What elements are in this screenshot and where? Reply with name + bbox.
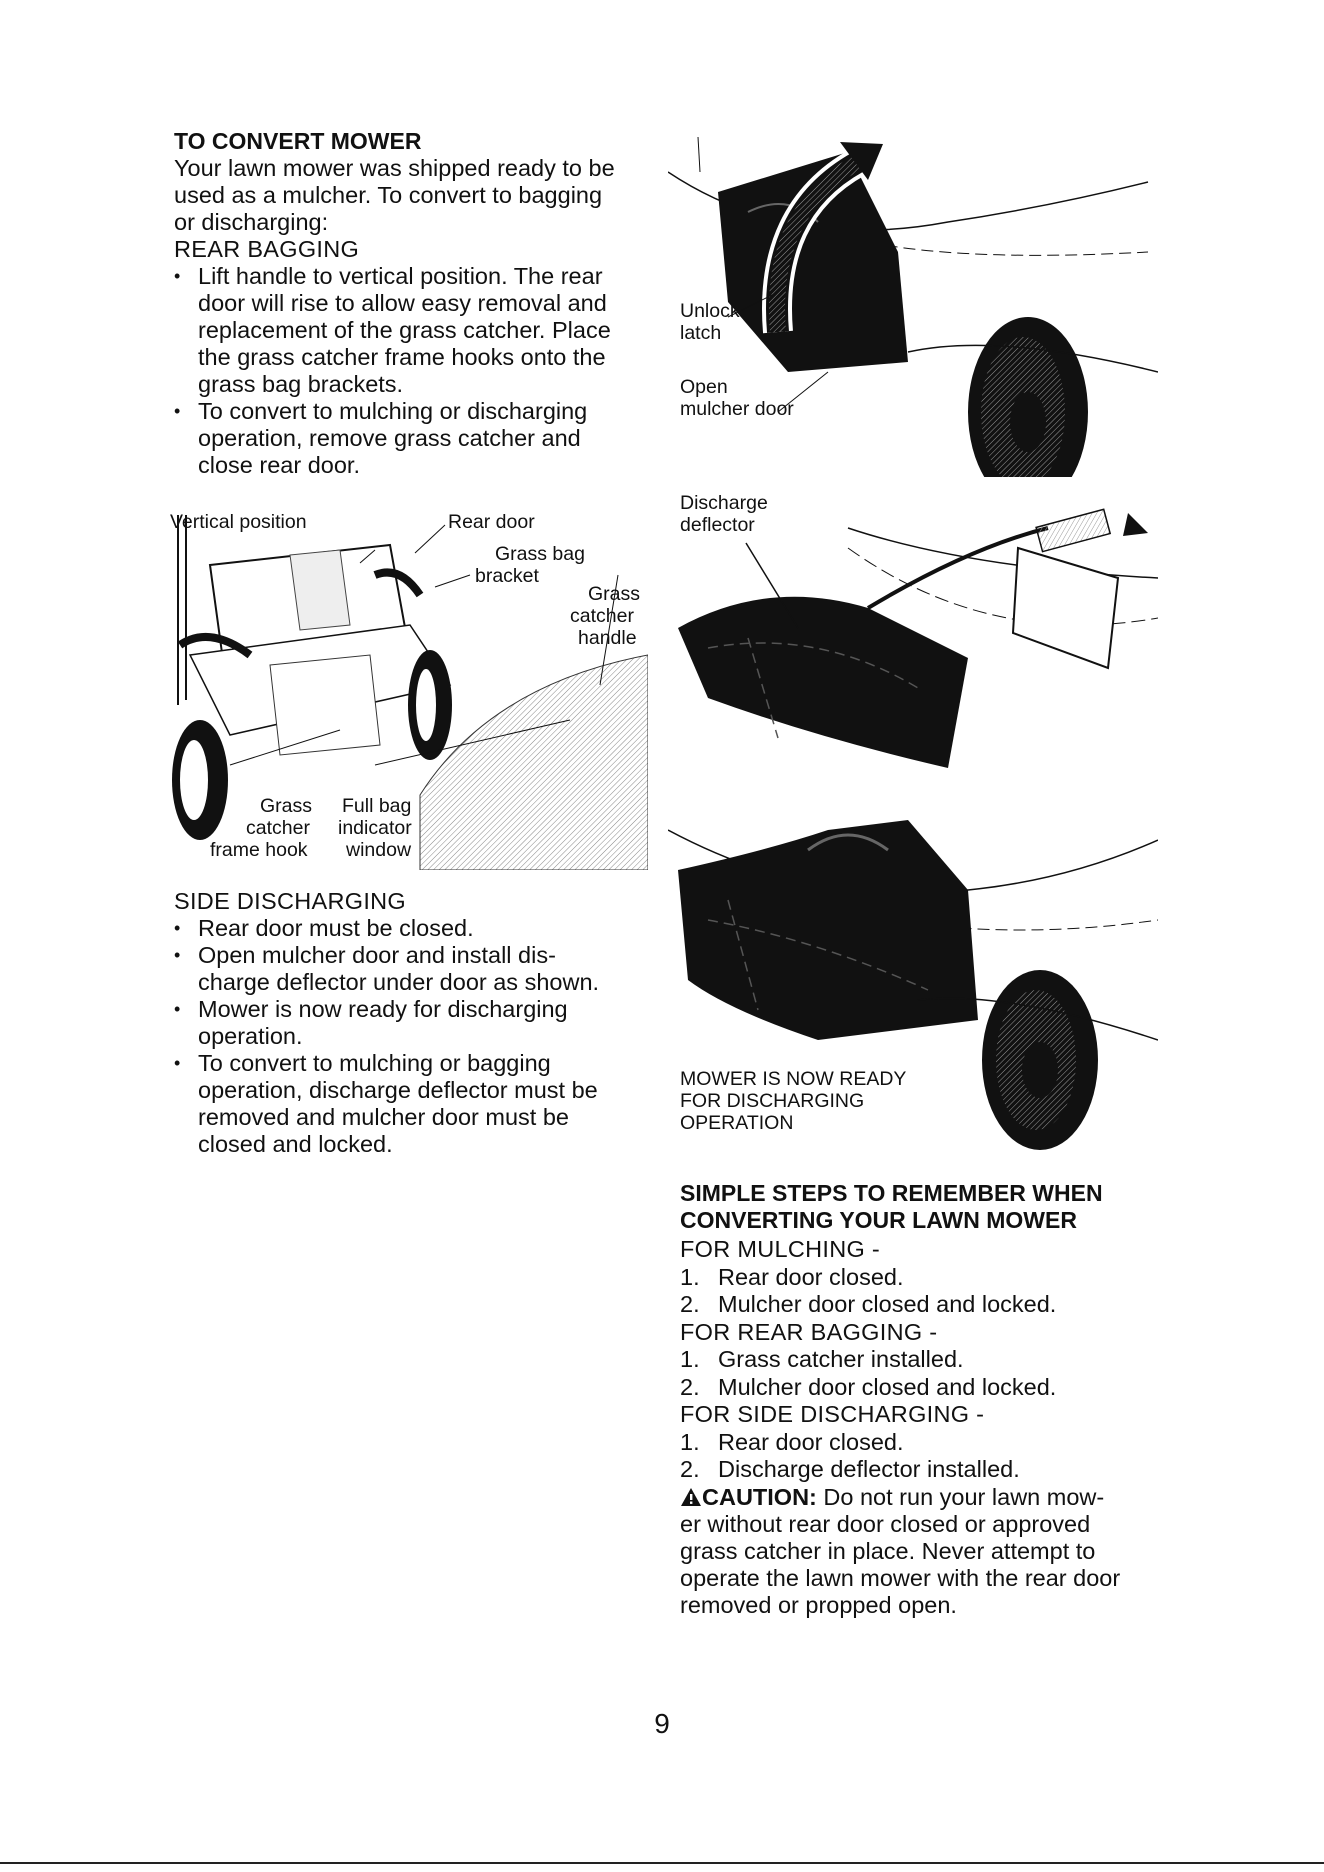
rear-bagging-steps-heading: FOR REAR BAGGING - <box>680 1318 938 1345</box>
bullet-line: • Open mulcher door and install dis- <box>198 942 556 968</box>
bullet-line: replacement of the grass catcher. Place <box>198 317 611 343</box>
label-discharge-deflector: Discharge <box>680 492 768 514</box>
step-number: 2. <box>680 1291 700 1317</box>
label-grass-catcher-handle: handle <box>578 627 637 649</box>
intro-line: Your lawn mower was shipped ready to be <box>174 155 615 181</box>
label-rear-door: Rear door <box>448 511 535 533</box>
caution-label: CAUTION: <box>702 1483 817 1510</box>
simple-steps-section <box>680 1180 1160 1619</box>
side-discharging-steps-heading: FOR SIDE DISCHARGING - <box>680 1401 985 1427</box>
bullet-line: charge deflector under door as shown. <box>198 969 600 995</box>
bullet-line: • Rear door must be closed. <box>198 915 474 941</box>
side-discharging-list <box>174 915 664 1158</box>
label-mower-ready: OPERATION <box>680 1112 794 1134</box>
label-vertical-position: Vertical position <box>170 511 307 533</box>
rear-bagging-heading: REAR BAGGING <box>174 236 360 262</box>
label-frame-hook: frame hook <box>210 839 308 861</box>
bottom-rule <box>0 1862 1324 1864</box>
label-full-bag-indicator: Full bag <box>342 795 412 817</box>
label-mower-ready: MOWER IS NOW READY <box>680 1068 907 1090</box>
bullet-line: • Lift handle to vertical position. The rear <box>198 263 603 289</box>
caution-line: grass catcher in place. Never attempt to <box>680 1537 1096 1564</box>
step-item <box>680 1456 1160 1484</box>
label-grass-catcher-handle: Grass <box>588 583 641 605</box>
step-number: 1. <box>680 1346 700 1372</box>
label-discharge-deflector: deflector <box>680 514 755 536</box>
rear-bagging-list <box>174 263 664 479</box>
bullet-line: closed and locked. <box>198 1131 393 1157</box>
label-unlock-latch: Unlock <box>680 300 740 322</box>
bullet-line: the grass catcher frame hooks onto the <box>198 344 606 370</box>
bullet-line: operation, discharge deflector must be <box>198 1077 598 1103</box>
caution-line: operate the lawn mower with the rear door <box>680 1564 1121 1591</box>
simple-steps-title: SIMPLE STEPS TO REMEMBER WHEN <box>680 1180 1103 1206</box>
side-discharging-heading: SIDE DISCHARGING <box>174 888 406 914</box>
bullet-line: operation, remove grass catcher and <box>198 425 581 451</box>
step-item <box>680 1346 1160 1374</box>
step-number: 2. <box>680 1373 700 1400</box>
unlock-latch-illustration <box>668 132 1158 477</box>
bullet-item <box>174 915 664 942</box>
label-full-bag-indicator: indicator <box>338 817 412 839</box>
bullet-line: • To convert to mulching or bagging <box>198 1050 551 1076</box>
side-discharging-steps <box>680 1429 1160 1484</box>
figure-unlock-latch <box>668 132 1158 477</box>
warning-icon <box>680 1487 702 1507</box>
caution-line: removed or propped open. <box>680 1591 957 1618</box>
bullet-item <box>174 263 664 398</box>
bullet-item <box>174 996 664 1050</box>
label-grass-bag-bracket: Grass bag <box>495 543 585 565</box>
label-mower-ready: FOR DISCHARGING <box>680 1090 865 1112</box>
bullet-item <box>174 1050 664 1158</box>
bullet-line: close rear door. <box>198 452 360 478</box>
step-item <box>680 1291 1160 1319</box>
label-grass-bag-bracket: bracket <box>475 565 539 587</box>
step-text: Mulcher door closed and locked. <box>718 1291 1057 1317</box>
intro-line: used as a mulcher. To convert to bagging <box>174 182 603 208</box>
label-unlock-latch: latch <box>680 322 722 344</box>
caution-line <box>680 1484 1160 1511</box>
side-discharging-section <box>174 888 664 1158</box>
label-grass-catcher-handle: catcher <box>570 605 634 627</box>
step-text: Discharge deflector installed. <box>718 1456 1020 1482</box>
label-frame-hook: catcher <box>246 817 310 839</box>
caution-line: er without rear door closed or approved <box>680 1510 1091 1537</box>
step-number: 1. <box>680 1263 700 1290</box>
intro-line: or discharging: <box>174 209 329 235</box>
rear-bagging-steps <box>680 1346 1160 1401</box>
left-column <box>174 128 664 479</box>
figure-rear-bagging <box>170 505 648 870</box>
bullet-item <box>174 398 664 479</box>
figure-mower-ready <box>668 790 1158 1150</box>
caution-block <box>680 1484 1160 1619</box>
step-text: Rear door closed. <box>718 1263 904 1290</box>
figure-discharge-deflector <box>668 488 1158 788</box>
page-number: 9 <box>654 1708 670 1739</box>
caution-text: Do not run your lawn mow- <box>816 1483 1105 1510</box>
section-title: TO CONVERT MOWER <box>174 128 422 154</box>
bullet-item <box>174 942 664 996</box>
step-item <box>680 1374 1160 1402</box>
step-number: 2. <box>680 1456 700 1482</box>
bullet-line: door will rise to allow easy removal and <box>198 290 607 316</box>
label-open-mulcher-door: Open <box>680 376 728 398</box>
step-number: 1. <box>680 1428 700 1455</box>
bullet-line: operation. <box>198 1023 303 1049</box>
simple-steps-title: CONVERTING YOUR LAWN MOWER <box>680 1207 1077 1233</box>
step-text: Rear door closed. <box>718 1428 904 1455</box>
bullet-line: removed and mulcher door must be <box>198 1104 569 1130</box>
bullet-line: • To convert to mulching or discharging <box>198 398 588 424</box>
bullet-line: • Mower is now ready for discharging <box>198 996 568 1022</box>
label-open-mulcher-door: mulcher door <box>680 398 794 420</box>
step-item <box>680 1429 1160 1457</box>
step-text: Mulcher door closed and locked. <box>718 1373 1057 1400</box>
label-full-bag-indicator: window <box>346 839 412 861</box>
step-item <box>680 1264 1160 1292</box>
label-frame-hook: Grass <box>260 795 313 817</box>
bullet-line: grass bag brackets. <box>198 371 404 397</box>
step-text: Grass catcher installed. <box>718 1346 964 1372</box>
mulching-steps <box>680 1264 1160 1319</box>
mulching-heading: FOR MULCHING - <box>680 1236 881 1262</box>
